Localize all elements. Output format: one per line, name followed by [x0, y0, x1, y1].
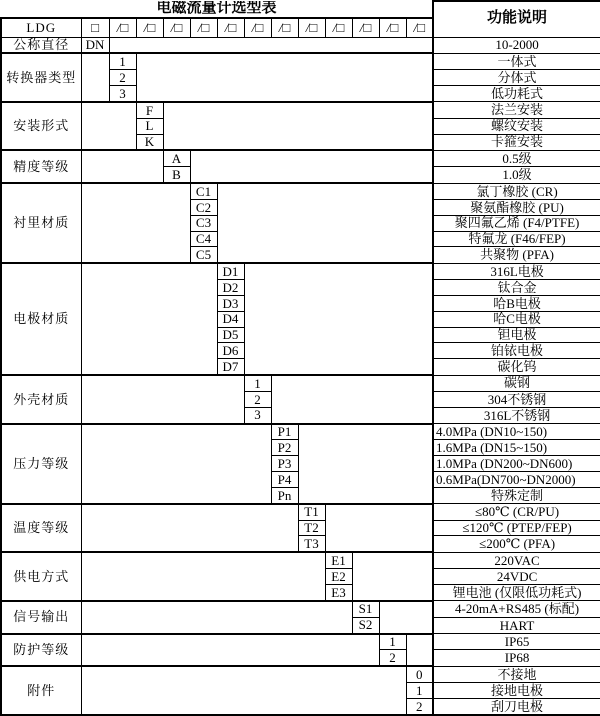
option-description: 螺纹安装 — [433, 118, 600, 134]
option-code: T1 — [298, 504, 325, 520]
model-code-slot: /□ — [244, 18, 271, 37]
option-code: C4 — [190, 231, 217, 247]
category-label-accuracy: 精度等级 — [1, 150, 81, 183]
option-code: E1 — [325, 552, 352, 568]
option-code: C1 — [190, 183, 217, 199]
option-code: 1 — [406, 683, 433, 699]
model-code-slot: /□ — [163, 18, 190, 37]
option-code: P4 — [271, 472, 298, 488]
spacer-cell — [271, 375, 433, 424]
model-code-slot: /□ — [109, 18, 136, 37]
option-code: L — [136, 118, 163, 134]
spacer-cell — [136, 53, 433, 102]
spacer-cell — [81, 666, 406, 715]
option-code: B — [163, 167, 190, 183]
option-code: C2 — [190, 200, 217, 216]
option-code: P3 — [271, 456, 298, 472]
option-code: 2 — [379, 650, 406, 666]
option-code: D5 — [217, 327, 244, 343]
spacer-cell — [81, 53, 109, 102]
option-code: C3 — [190, 215, 217, 231]
option-description: 法兰安装 — [433, 102, 600, 118]
option-description: 4-20mA+RS485 (标配) — [433, 601, 600, 617]
option-description: 氯丁橡胶 (CR) — [433, 183, 600, 199]
option-description: 铂铱电极 — [433, 343, 600, 359]
option-description: 聚四氟乙烯 (F4/PTFE) — [433, 215, 600, 231]
category-label-electrode-material: 电极材质 — [1, 263, 81, 375]
option-code: Pn — [271, 487, 298, 503]
option-code: P2 — [271, 440, 298, 456]
option-code: K — [136, 134, 163, 150]
spacer-cell — [325, 504, 433, 553]
model-code-slot: /□ — [379, 18, 406, 37]
spacer-cell — [81, 150, 163, 183]
model-code-slot: /□ — [352, 18, 379, 37]
option-code: 2 — [406, 698, 433, 715]
option-description: ≤80℃ (CR/PU) — [433, 504, 600, 520]
spacer-cell — [244, 263, 433, 375]
option-description: 刮刀电极 — [433, 698, 600, 715]
model-prefix-label: LDG — [1, 18, 81, 37]
option-description: 0.6MPa(DN700~DN2000) — [433, 472, 600, 488]
option-description: 4.0MPa (DN10~150) — [433, 424, 600, 440]
option-description: 哈B电极 — [433, 295, 600, 311]
category-label-converter-type: 转换器类型 — [1, 53, 81, 102]
option-description: 碳化钨 — [433, 359, 600, 375]
model-code-slot: /□ — [190, 18, 217, 37]
option-description: IP65 — [433, 634, 600, 650]
category-label-protection-rating: 防护等级 — [1, 634, 81, 667]
option-code: C5 — [190, 247, 217, 263]
option-code: D6 — [217, 343, 244, 359]
category-label-pressure-rating: 压力等级 — [1, 424, 81, 504]
option-description: 哈C电极 — [433, 311, 600, 327]
option-code: S1 — [352, 601, 379, 617]
option-description: HART — [433, 617, 600, 633]
spacer-cell — [81, 424, 271, 504]
option-description: ≤200℃ (PFA) — [433, 536, 600, 552]
option-code: A — [163, 150, 190, 166]
option-code: E3 — [325, 584, 352, 600]
diameter-code: DN — [81, 37, 109, 53]
category-label-signal-output: 信号输出 — [1, 601, 81, 634]
model-code-slot: /□ — [217, 18, 244, 37]
spacer-cell — [190, 150, 433, 183]
diameter-description: 10-2000 — [433, 37, 600, 53]
option-code: 2 — [244, 391, 271, 407]
option-description: ≤120℃ (PTEP/FEP) — [433, 520, 600, 536]
option-description: 24VDC — [433, 569, 600, 585]
option-description: 共聚物 (PFA) — [433, 247, 600, 263]
option-description: 接地电极 — [433, 683, 600, 699]
option-code: 2 — [109, 70, 136, 86]
model-code-slot: /□ — [271, 18, 298, 37]
option-code: T2 — [298, 520, 325, 536]
spacer-cell — [81, 183, 190, 263]
option-code: F — [136, 102, 163, 118]
category-label-housing-material: 外壳材质 — [1, 375, 81, 424]
option-code: 1 — [109, 53, 136, 69]
option-description: 钛合金 — [433, 280, 600, 296]
option-description: 卡箍安装 — [433, 134, 600, 150]
option-description: 不接地 — [433, 666, 600, 682]
spacer-cell — [379, 601, 433, 634]
spacer-cell — [81, 634, 379, 667]
option-description: 304不锈钢 — [433, 391, 600, 407]
option-code: T3 — [298, 536, 325, 552]
spacer-cell — [81, 601, 352, 634]
model-code-slot: /□ — [325, 18, 352, 37]
option-description: 1.6MPa (DN15~150) — [433, 440, 600, 456]
model-code-slot: /□ — [298, 18, 325, 37]
option-code: 3 — [109, 86, 136, 102]
option-description: 低功耗式 — [433, 86, 600, 102]
category-label-temperature-rating: 温度等级 — [1, 504, 81, 553]
option-code: P1 — [271, 424, 298, 440]
option-description: 0.5级 — [433, 150, 600, 166]
option-description: 钽电极 — [433, 327, 600, 343]
option-code: 1 — [244, 375, 271, 391]
model-code-slot: /□ — [136, 18, 163, 37]
option-code: D3 — [217, 295, 244, 311]
option-description: 316L电极 — [433, 263, 600, 279]
spacer-cell — [109, 37, 433, 53]
option-description: 1.0级 — [433, 167, 600, 183]
option-code: 3 — [244, 407, 271, 423]
option-description: 220VAC — [433, 552, 600, 568]
category-label-installation: 安装形式 — [1, 102, 81, 151]
option-code: E2 — [325, 569, 352, 585]
option-description: 一体式 — [433, 53, 600, 69]
spacer-cell — [163, 102, 433, 151]
option-code: S2 — [352, 617, 379, 633]
option-code: D1 — [217, 263, 244, 279]
spacer-cell — [298, 424, 433, 504]
model-code-slot: /□ — [406, 18, 433, 37]
category-label-liner-material: 衬里材质 — [1, 183, 81, 263]
option-description: 1.0MPa (DN200~DN600) — [433, 456, 600, 472]
option-code: 1 — [379, 634, 406, 650]
spacer-cell — [352, 552, 433, 601]
spacer-cell — [406, 634, 433, 667]
option-code: D2 — [217, 280, 244, 296]
spacer-cell — [81, 102, 136, 151]
spacer-cell — [81, 504, 298, 553]
spacer-cell — [81, 552, 325, 601]
diameter-label: 公称直径 — [1, 37, 81, 53]
option-description: 碳钢 — [433, 375, 600, 391]
spacer-cell — [81, 375, 244, 424]
option-code: D4 — [217, 311, 244, 327]
category-label-accessories: 附件 — [1, 666, 81, 715]
option-code: 0 — [406, 666, 433, 682]
spacer-cell — [81, 263, 217, 375]
option-description: 锂电池 (仅限低功耗式) — [433, 584, 600, 600]
option-description: 特殊定制 — [433, 487, 600, 503]
option-description: IP68 — [433, 650, 600, 666]
function-column-header: 功能说明 — [433, 1, 600, 37]
option-description: 特氟龙 (F46/FEP) — [433, 231, 600, 247]
model-code-box: □ — [81, 18, 109, 37]
option-code: D7 — [217, 359, 244, 375]
table-title: 电磁流量计选型表 — [1, 1, 433, 18]
category-label-power-supply: 供电方式 — [1, 552, 81, 601]
spacer-cell — [217, 183, 433, 263]
option-description: 分体式 — [433, 70, 600, 86]
option-description: 316L不锈钢 — [433, 407, 600, 423]
option-description: 聚氨酯橡胶 (PU) — [433, 200, 600, 216]
